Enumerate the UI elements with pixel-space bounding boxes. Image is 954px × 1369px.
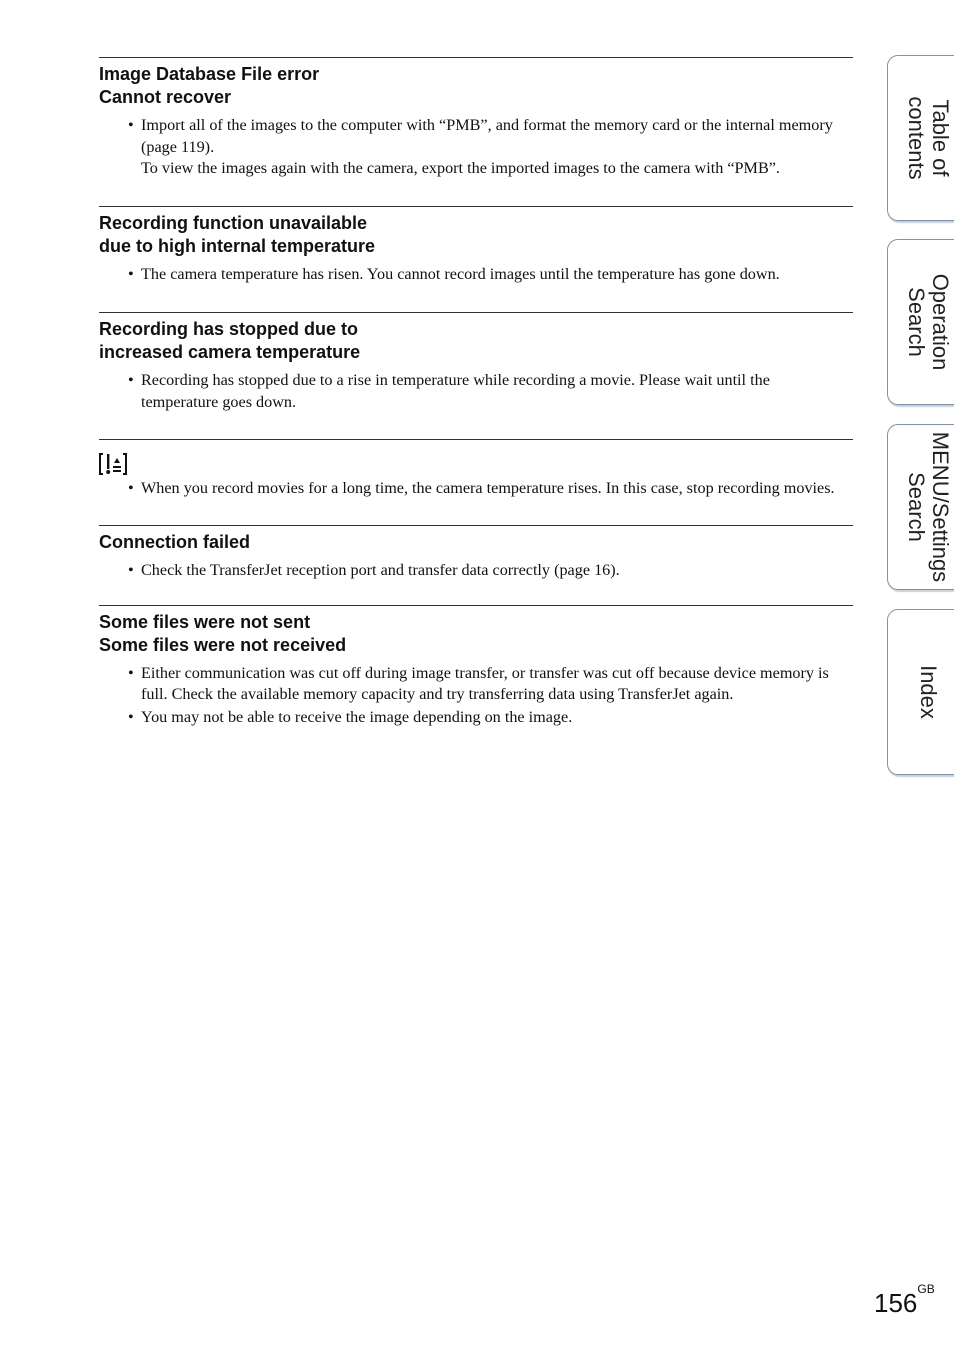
list-item	[99, 663, 853, 706]
bullet-dot: •	[128, 116, 134, 134]
list-item	[99, 478, 853, 500]
section-title-line: Image Database File error	[99, 64, 320, 84]
note-icon	[99, 451, 127, 477]
tab-label	[904, 274, 952, 371]
section-title-line: Some files were not received	[99, 634, 347, 655]
list-item	[99, 115, 853, 180]
list-item	[99, 707, 853, 729]
bullet-continuation: To view the images again with the camera, export the imported images to the camera with “PMB”.	[141, 159, 780, 178]
section-title	[99, 531, 853, 554]
page-number-value: 156	[874, 1288, 918, 1318]
tab-label	[904, 432, 952, 582]
section-title-line: increased camera temperature	[99, 341, 361, 362]
bullet-text: The camera temperature has risen. You cannot record images until the temperature has gone down.	[141, 265, 780, 284]
tab-menu-settings-search[interactable]	[887, 424, 954, 590]
bullet-list	[99, 663, 853, 729]
section-title-line: Recording function unavailable	[99, 213, 368, 234]
tab-operation-search[interactable]	[887, 239, 954, 405]
message-section-files-not-sent	[99, 605, 853, 729]
bullet-text: Check the TransferJet reception port and transfer data correctly (page 16).	[141, 560, 620, 579]
bullet-text: Recording has stopped due to a rise in temperature while recording a movie. Please wait until the temperature goes down.	[141, 370, 770, 411]
page-number-suffix: GB	[917, 1282, 935, 1296]
tab-index[interactable]	[887, 609, 954, 775]
section-title-line: Some files were not sent	[99, 611, 311, 632]
bullet-dot: •	[128, 479, 134, 498]
bullet-text: Import all of the images to the computer with “PMB”, and format the memory card or the internal memory (page 119).	[141, 116, 833, 156]
list-item	[99, 560, 853, 582]
section-title-line: Cannot recover	[99, 87, 232, 107]
section-title-line: Recording has stopped due to	[99, 318, 359, 339]
section-title-line: Connection failed	[99, 531, 251, 552]
section-title	[99, 63, 853, 109]
bullet-dot: •	[128, 708, 134, 727]
tab-label-line: Search	[904, 472, 929, 542]
bullet-text: Either communication was cut off during image transfer, or transfer was cut off because device memory is full. Check the available memory capacity and try transferring data using TransferJet again.	[141, 663, 829, 704]
bullet-dot: •	[128, 663, 134, 682]
bullet-dot: •	[128, 560, 134, 579]
tab-label	[916, 665, 940, 719]
bullet-list	[99, 560, 853, 582]
section-title-line: due to high internal temperature	[99, 236, 376, 257]
bullet-list	[99, 115, 853, 180]
tab-label-line: Index	[916, 665, 941, 719]
tab-label-line: Table of	[928, 99, 953, 177]
section-title	[99, 611, 853, 657]
note-section	[99, 439, 853, 525]
message-section-image-database-error	[99, 57, 853, 206]
tab-label-line: MENU/Settings	[928, 431, 953, 583]
bullet-list	[99, 370, 853, 413]
tab-label	[904, 96, 952, 179]
message-section-recording-unavailable	[99, 206, 853, 312]
list-item	[99, 370, 853, 413]
bullet-dot: •	[128, 265, 134, 284]
section-title	[99, 212, 853, 258]
tab-table-of-contents[interactable]	[887, 55, 954, 221]
page-content	[99, 57, 853, 729]
tab-label-line: contents	[904, 96, 929, 180]
bullet-text: You may not be able to receive the image depending on the image.	[141, 708, 573, 727]
bullet-dot: •	[128, 370, 134, 389]
section-title	[99, 318, 853, 364]
bullet-list	[99, 264, 853, 286]
list-item	[99, 264, 853, 286]
tab-label-line: Search	[904, 287, 929, 357]
bullet-list	[99, 478, 853, 500]
page-number	[874, 1282, 935, 1319]
bullet-text: When you record movies for a long time, the camera temperature rises. In this case, stop recording movies.	[141, 479, 835, 498]
tab-label-line: Operation	[928, 273, 953, 371]
message-section-recording-stopped	[99, 312, 853, 439]
message-section-connection-failed	[99, 525, 853, 605]
